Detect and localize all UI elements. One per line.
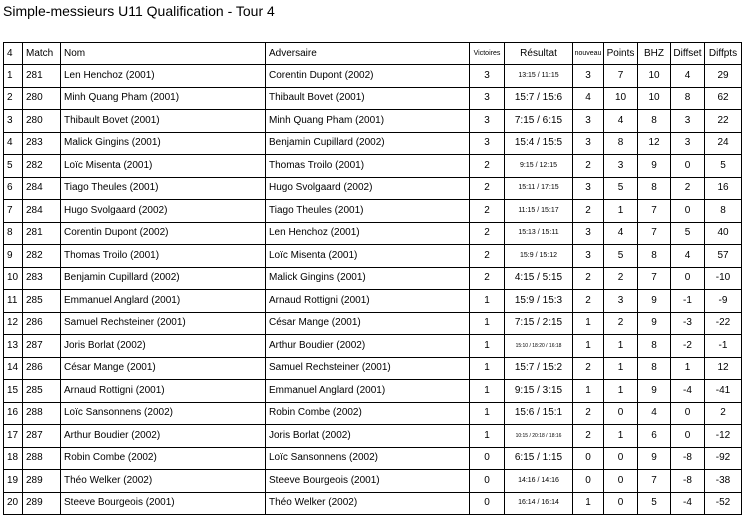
cell-bhz: 9 <box>638 155 671 178</box>
table-row <box>4 267 742 290</box>
cell-result: 15:13 / 15:11 <box>505 222 573 245</box>
cell-wins: 2 <box>470 155 505 178</box>
table-row <box>4 335 742 358</box>
table-row <box>4 155 742 178</box>
cell-rank: 9 <box>4 245 23 268</box>
table-row <box>4 110 742 133</box>
header-diffset: Diffset <box>671 43 705 65</box>
cell-opponent: Loïc Misenta (2001) <box>266 245 470 268</box>
cell-diffset: -8 <box>671 470 705 493</box>
cell-points: 1 <box>604 425 638 448</box>
header-points: Points <box>604 43 638 65</box>
cell-opponent: Minh Quang Pham (2001) <box>266 110 470 133</box>
cell-diffpts: 22 <box>705 110 742 133</box>
cell-wins: 1 <box>470 290 505 313</box>
cell-result: 14:16 / 14:16 <box>505 470 573 493</box>
cell-result: 15:9 / 15:12 <box>505 245 573 268</box>
table-row <box>4 357 742 380</box>
cell-bhz: 9 <box>638 447 671 470</box>
table-row <box>4 447 742 470</box>
cell-diffpts: -92 <box>705 447 742 470</box>
cell-match: 283 <box>23 267 61 290</box>
cell-diffset: -4 <box>671 380 705 403</box>
cell-points: 3 <box>604 290 638 313</box>
cell-result: 11:15 / 15:17 <box>505 200 573 223</box>
cell-nouveau: 4 <box>573 87 604 110</box>
header-rank: 4 <box>4 43 23 65</box>
cell-opponent: Hugo Svolgaard (2002) <box>266 177 470 200</box>
cell-rank: 7 <box>4 200 23 223</box>
cell-name: Thibault Bovet (2001) <box>61 110 266 133</box>
cell-match: 282 <box>23 245 61 268</box>
cell-bhz: 7 <box>638 200 671 223</box>
cell-match: 287 <box>23 425 61 448</box>
cell-rank: 18 <box>4 447 23 470</box>
cell-wins: 3 <box>470 132 505 155</box>
cell-name: Loïc Sansonnens (2002) <box>61 402 266 425</box>
cell-rank: 2 <box>4 87 23 110</box>
cell-wins: 0 <box>470 492 505 515</box>
cell-points: 4 <box>604 222 638 245</box>
cell-points: 7 <box>604 65 638 88</box>
cell-nouveau: 0 <box>573 447 604 470</box>
cell-points: 1 <box>604 335 638 358</box>
cell-diffpts: -1 <box>705 335 742 358</box>
table-row <box>4 470 742 493</box>
page-title: Simple-messieurs U11 Qualification - Tour 4 <box>3 3 275 19</box>
cell-diffset: 4 <box>671 65 705 88</box>
cell-bhz: 9 <box>638 380 671 403</box>
cell-opponent: César Mange (2001) <box>266 312 470 335</box>
cell-wins: 0 <box>470 470 505 493</box>
cell-match: 285 <box>23 380 61 403</box>
cell-diffset: -4 <box>671 492 705 515</box>
cell-name: Len Henchoz (2001) <box>61 65 266 88</box>
cell-name: Steeve Bourgeois (2001) <box>61 492 266 515</box>
cell-points: 3 <box>604 155 638 178</box>
cell-rank: 1 <box>4 65 23 88</box>
cell-points: 0 <box>604 470 638 493</box>
cell-name: Malick Gingins (2001) <box>61 132 266 155</box>
cell-opponent: Tiago Theules (2001) <box>266 200 470 223</box>
cell-bhz: 12 <box>638 132 671 155</box>
cell-bhz: 8 <box>638 110 671 133</box>
cell-match: 281 <box>23 65 61 88</box>
cell-name: César Mange (2001) <box>61 357 266 380</box>
cell-diffset: -2 <box>671 335 705 358</box>
cell-nouveau: 3 <box>573 222 604 245</box>
cell-match: 284 <box>23 200 61 223</box>
cell-opponent: Steeve Bourgeois (2001) <box>266 470 470 493</box>
cell-nouveau: 1 <box>573 335 604 358</box>
table-row <box>4 87 742 110</box>
cell-bhz: 5 <box>638 492 671 515</box>
cell-diffpts: 57 <box>705 245 742 268</box>
cell-bhz: 10 <box>638 87 671 110</box>
cell-name: Minh Quang Pham (2001) <box>61 87 266 110</box>
cell-points: 0 <box>604 492 638 515</box>
cell-rank: 13 <box>4 335 23 358</box>
cell-match: 288 <box>23 447 61 470</box>
cell-nouveau: 3 <box>573 132 604 155</box>
cell-wins: 1 <box>470 380 505 403</box>
cell-rank: 17 <box>4 425 23 448</box>
cell-match: 282 <box>23 155 61 178</box>
cell-name: Robin Combe (2002) <box>61 447 266 470</box>
cell-diffpts: 12 <box>705 357 742 380</box>
cell-match: 288 <box>23 402 61 425</box>
cell-rank: 10 <box>4 267 23 290</box>
cell-name: Corentin Dupont (2002) <box>61 222 266 245</box>
cell-result: 15:7 / 15:2 <box>505 357 573 380</box>
cell-diffpts: 2 <box>705 402 742 425</box>
cell-result: 15:11 / 17:15 <box>505 177 573 200</box>
cell-name: Arthur Boudier (2002) <box>61 425 266 448</box>
cell-nouveau: 1 <box>573 380 604 403</box>
header-diffpts: Diffpts <box>705 43 742 65</box>
cell-rank: 12 <box>4 312 23 335</box>
cell-diffpts: -10 <box>705 267 742 290</box>
cell-diffpts: 16 <box>705 177 742 200</box>
cell-opponent: Thibault Bovet (2001) <box>266 87 470 110</box>
cell-opponent: Len Henchoz (2001) <box>266 222 470 245</box>
cell-rank: 15 <box>4 380 23 403</box>
cell-opponent: Samuel Rechsteiner (2001) <box>266 357 470 380</box>
cell-diffset: -3 <box>671 312 705 335</box>
cell-bhz: 8 <box>638 245 671 268</box>
cell-diffset: 3 <box>671 132 705 155</box>
cell-nouveau: 2 <box>573 425 604 448</box>
table-row <box>4 65 742 88</box>
cell-points: 2 <box>604 312 638 335</box>
cell-opponent: Malick Gingins (2001) <box>266 267 470 290</box>
cell-points: 4 <box>604 110 638 133</box>
table-row <box>4 132 742 155</box>
cell-diffpts: -41 <box>705 380 742 403</box>
cell-name: Arnaud Rottigni (2001) <box>61 380 266 403</box>
cell-nouveau: 3 <box>573 245 604 268</box>
cell-opponent: Benjamin Cupillard (2002) <box>266 132 470 155</box>
cell-match: 286 <box>23 357 61 380</box>
cell-opponent: Robin Combe (2002) <box>266 402 470 425</box>
cell-diffset: 0 <box>671 267 705 290</box>
cell-result: 9:15 / 3:15 <box>505 380 573 403</box>
cell-diffpts: 29 <box>705 65 742 88</box>
cell-result: 15:6 / 15:1 <box>505 402 573 425</box>
cell-diffpts: 24 <box>705 132 742 155</box>
table-row <box>4 290 742 313</box>
cell-bhz: 8 <box>638 357 671 380</box>
cell-wins: 2 <box>470 222 505 245</box>
cell-diffpts: -52 <box>705 492 742 515</box>
cell-diffset: 4 <box>671 245 705 268</box>
cell-nouveau: 3 <box>573 177 604 200</box>
cell-nouveau: 2 <box>573 402 604 425</box>
cell-rank: 5 <box>4 155 23 178</box>
cell-result: 7:15 / 2:15 <box>505 312 573 335</box>
cell-nouveau: 1 <box>573 492 604 515</box>
cell-points: 0 <box>604 447 638 470</box>
cell-diffpts: -9 <box>705 290 742 313</box>
cell-opponent: Thomas Troilo (2001) <box>266 155 470 178</box>
cell-name: Tiago Theules (2001) <box>61 177 266 200</box>
cell-wins: 2 <box>470 245 505 268</box>
cell-wins: 2 <box>470 200 505 223</box>
cell-diffset: 0 <box>671 155 705 178</box>
cell-points: 10 <box>604 87 638 110</box>
cell-points: 1 <box>604 357 638 380</box>
cell-diffset: 1 <box>671 357 705 380</box>
cell-bhz: 8 <box>638 177 671 200</box>
cell-wins: 1 <box>470 357 505 380</box>
cell-name: Loïc Misenta (2001) <box>61 155 266 178</box>
cell-name: Thomas Troilo (2001) <box>61 245 266 268</box>
cell-diffpts: 8 <box>705 200 742 223</box>
cell-match: 280 <box>23 87 61 110</box>
table-header-row <box>4 43 742 65</box>
cell-bhz: 6 <box>638 425 671 448</box>
cell-name: Théo Welker (2002) <box>61 470 266 493</box>
table-row <box>4 177 742 200</box>
cell-opponent: Arthur Boudier (2002) <box>266 335 470 358</box>
cell-opponent: Arnaud Rottigni (2001) <box>266 290 470 313</box>
cell-result: 15:4 / 15:5 <box>505 132 573 155</box>
table-row <box>4 492 742 515</box>
cell-diffpts: -12 <box>705 425 742 448</box>
cell-match: 286 <box>23 312 61 335</box>
table-row <box>4 380 742 403</box>
cell-name: Emmanuel Anglard (2001) <box>61 290 266 313</box>
cell-rank: 20 <box>4 492 23 515</box>
header-result: Résultat <box>505 43 573 65</box>
cell-diffset: 2 <box>671 177 705 200</box>
cell-wins: 1 <box>470 335 505 358</box>
cell-nouveau: 0 <box>573 470 604 493</box>
cell-match: 280 <box>23 110 61 133</box>
cell-nouveau: 1 <box>573 312 604 335</box>
cell-bhz: 7 <box>638 470 671 493</box>
cell-bhz: 9 <box>638 312 671 335</box>
cell-result: 15:7 / 15:6 <box>505 87 573 110</box>
cell-wins: 1 <box>470 312 505 335</box>
cell-rank: 19 <box>4 470 23 493</box>
cell-diffset: 5 <box>671 222 705 245</box>
standings-table <box>3 42 742 515</box>
table-row <box>4 312 742 335</box>
cell-bhz: 7 <box>638 267 671 290</box>
header-bhz: BHZ <box>638 43 671 65</box>
cell-result: 7:15 / 6:15 <box>505 110 573 133</box>
cell-match: 284 <box>23 177 61 200</box>
cell-match: 289 <box>23 470 61 493</box>
header-nouveau: nouveau <box>573 43 604 65</box>
cell-wins: 3 <box>470 87 505 110</box>
cell-bhz: 4 <box>638 402 671 425</box>
table-row <box>4 200 742 223</box>
cell-wins: 2 <box>470 267 505 290</box>
cell-nouveau: 2 <box>573 357 604 380</box>
cell-opponent: Loïc Sansonnens (2002) <box>266 447 470 470</box>
cell-nouveau: 3 <box>573 65 604 88</box>
cell-opponent: Emmanuel Anglard (2001) <box>266 380 470 403</box>
cell-result: 10:15 / 20:18 / 18:16 <box>505 425 573 448</box>
cell-points: 1 <box>604 380 638 403</box>
cell-wins: 3 <box>470 65 505 88</box>
header-match: Match <box>23 43 61 65</box>
cell-diffset: -1 <box>671 290 705 313</box>
cell-points: 8 <box>604 132 638 155</box>
cell-rank: 16 <box>4 402 23 425</box>
cell-diffpts: -38 <box>705 470 742 493</box>
header-name: Nom <box>61 43 266 65</box>
cell-wins: 0 <box>470 447 505 470</box>
cell-rank: 11 <box>4 290 23 313</box>
cell-name: Hugo Svolgaard (2002) <box>61 200 266 223</box>
header-opponent: Adversaire <box>266 43 470 65</box>
cell-result: 9:15 / 12:15 <box>505 155 573 178</box>
cell-diffpts: 5 <box>705 155 742 178</box>
cell-points: 1 <box>604 200 638 223</box>
header-wins: Victoires <box>470 43 505 65</box>
cell-result: 15:10 / 18:20 / 16:18 <box>505 335 573 358</box>
cell-nouveau: 2 <box>573 290 604 313</box>
cell-diffset: 0 <box>671 200 705 223</box>
cell-bhz: 10 <box>638 65 671 88</box>
cell-nouveau: 3 <box>573 110 604 133</box>
cell-opponent: Joris Borlat (2002) <box>266 425 470 448</box>
cell-opponent: Corentin Dupont (2002) <box>266 65 470 88</box>
cell-rank: 4 <box>4 132 23 155</box>
cell-diffpts: 40 <box>705 222 742 245</box>
cell-rank: 14 <box>4 357 23 380</box>
cell-points: 2 <box>604 267 638 290</box>
cell-diffset: 3 <box>671 110 705 133</box>
cell-result: 16:14 / 16:14 <box>505 492 573 515</box>
cell-name: Benjamin Cupillard (2002) <box>61 267 266 290</box>
cell-wins: 2 <box>470 177 505 200</box>
table-row <box>4 222 742 245</box>
table-row <box>4 402 742 425</box>
cell-match: 289 <box>23 492 61 515</box>
cell-wins: 1 <box>470 402 505 425</box>
cell-points: 0 <box>604 402 638 425</box>
cell-name: Joris Borlat (2002) <box>61 335 266 358</box>
cell-diffpts: 62 <box>705 87 742 110</box>
cell-bhz: 9 <box>638 290 671 313</box>
cell-diffset: 0 <box>671 402 705 425</box>
cell-nouveau: 2 <box>573 155 604 178</box>
cell-diffset: 0 <box>671 425 705 448</box>
cell-diffpts: -22 <box>705 312 742 335</box>
cell-wins: 1 <box>470 425 505 448</box>
cell-match: 285 <box>23 290 61 313</box>
cell-nouveau: 2 <box>573 267 604 290</box>
cell-nouveau: 2 <box>573 200 604 223</box>
cell-points: 5 <box>604 245 638 268</box>
cell-rank: 6 <box>4 177 23 200</box>
cell-rank: 3 <box>4 110 23 133</box>
cell-result: 6:15 / 1:15 <box>505 447 573 470</box>
cell-rank: 8 <box>4 222 23 245</box>
cell-points: 5 <box>604 177 638 200</box>
cell-name: Samuel Rechsteiner (2001) <box>61 312 266 335</box>
cell-match: 287 <box>23 335 61 358</box>
table-row <box>4 245 742 268</box>
cell-diffset: -8 <box>671 447 705 470</box>
cell-match: 283 <box>23 132 61 155</box>
cell-match: 281 <box>23 222 61 245</box>
table-row <box>4 425 742 448</box>
cell-bhz: 8 <box>638 335 671 358</box>
cell-result: 15:9 / 15:3 <box>505 290 573 313</box>
cell-bhz: 7 <box>638 222 671 245</box>
cell-wins: 3 <box>470 110 505 133</box>
cell-opponent: Théo Welker (2002) <box>266 492 470 515</box>
cell-result: 13:15 / 11:15 <box>505 65 573 88</box>
cell-result: 4:15 / 5:15 <box>505 267 573 290</box>
cell-diffset: 8 <box>671 87 705 110</box>
